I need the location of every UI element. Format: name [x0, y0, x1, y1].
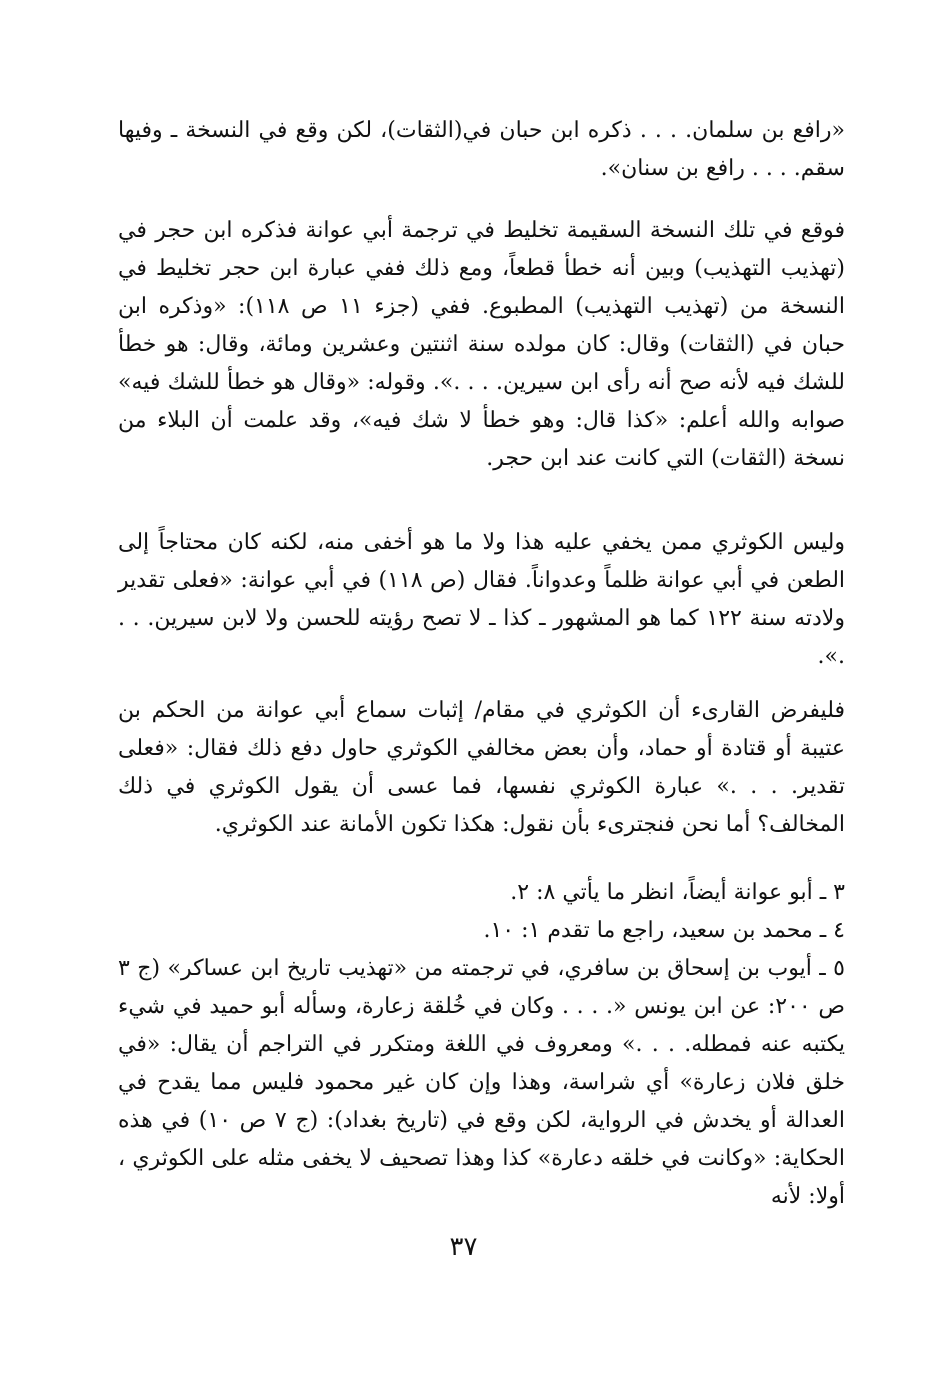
list-item: ٥ ـ أيوب بن إسحاق بن سافري، في ترجمته من «تهذيب تاريخ ابن عساكر» (ج ٣ ص ٢٠٠: عن ابن يونس «. . . . وكان في خُلقة زعارة، وسأله أبو حميد في شيء يكتبه عنه فمطله. . . .» ومعروف في اللغة ومتكرر في التراجم أن يقال: «في خلق فلان زعارة» أي شراسة، وهذا وإن كان غير محمود فليس مما يقدح في العدالة أو يخدش في الرواية، لكن وقع في (تاريخ بغداد): (ج ٧ ص ١٠) في هذه الحكاية: «وكانت في خلقه دعارة» كذا وهذا تصحيف لا يخفى مثله على الكوثري ، أولا: لأنه: [118, 956, 846, 1209]
numbered-items: [118, 874, 845, 1216]
list-item: ٣ ـ أبو عوانة أيضاً، انظر ما يأتي ٨: ٢.: [510, 880, 845, 905]
paragraph-4: فليفرض القارىء أن الكوثري في مقام/ إثبات سماع أبي عوانة من الحكم بن عتيبة أو قتادة أو حماد، وأن بعض مخالفي الكوثري حاول دفع ذلك فقال: «فعلى تقدير. . . .» عبارة الكوثري نفسها، فما عسى أن يقول الكوثري في ذلك المخالف؟ أما نحن فنجترىء بأن نقول: هكذا تكون الأمانة عند الكوثري.: [118, 698, 845, 837]
page-number: ٣٧: [449, 1232, 478, 1262]
paragraph-3: وليس الكوثري ممن يخفي عليه هذا ولا ما هو أخفى منه، لكنه كان محتاجاً إلى الطعن في أبي عوانة ظلماً وعدواناً. فقال (ص ١١٨) في أبي عوانة: «فعلى تقدير ولادته سنة ١٢٢ كما هو المشهور ـ كذا ـ لا تصح رؤيته للحسن ولا لابن سيرين. . . .».: [118, 530, 846, 669]
paragraph-1: «رافع بن سلمان. . . . ذكره ابن حبان في(الثقات)، لكن وقع في النسخة ـ وفيها سقم. . . . رافع بن سنان».: [118, 118, 845, 181]
paragraph-2: فوقع في تلك النسخة السقيمة تخليط في ترجمة أبي عوانة فذكره ابن حجر في (تهذيب التهذيب) وبين أنه خطأ قطعاً، ومع ذلك ففي عبارة ابن حجر تخليط في النسخة من (تهذيب التهذيب) المطبوع. ففي (جزء ١١ ص ١١٨): «وذكره ابن حبان في (الثقات) وقال: كان مولده سنة اثنتين وعشرين ومائة، وقال: هو خطأ للشك فيه لأنه صح أنه رأى ابن سيرين. . . .». وقوله: «وقال هو خطأ للشك فيه» صوابه والله أعلم: «كذا قال: وهو خطأ لا شك فيه»، وقد علمت أن البلاء من نسخة (الثقات) التي كانت عند ابن حجر.: [118, 218, 845, 471]
list-item: ٤ ـ محمد بن سعيد، راجع ما تقدم ١: ١٠.: [483, 918, 845, 943]
